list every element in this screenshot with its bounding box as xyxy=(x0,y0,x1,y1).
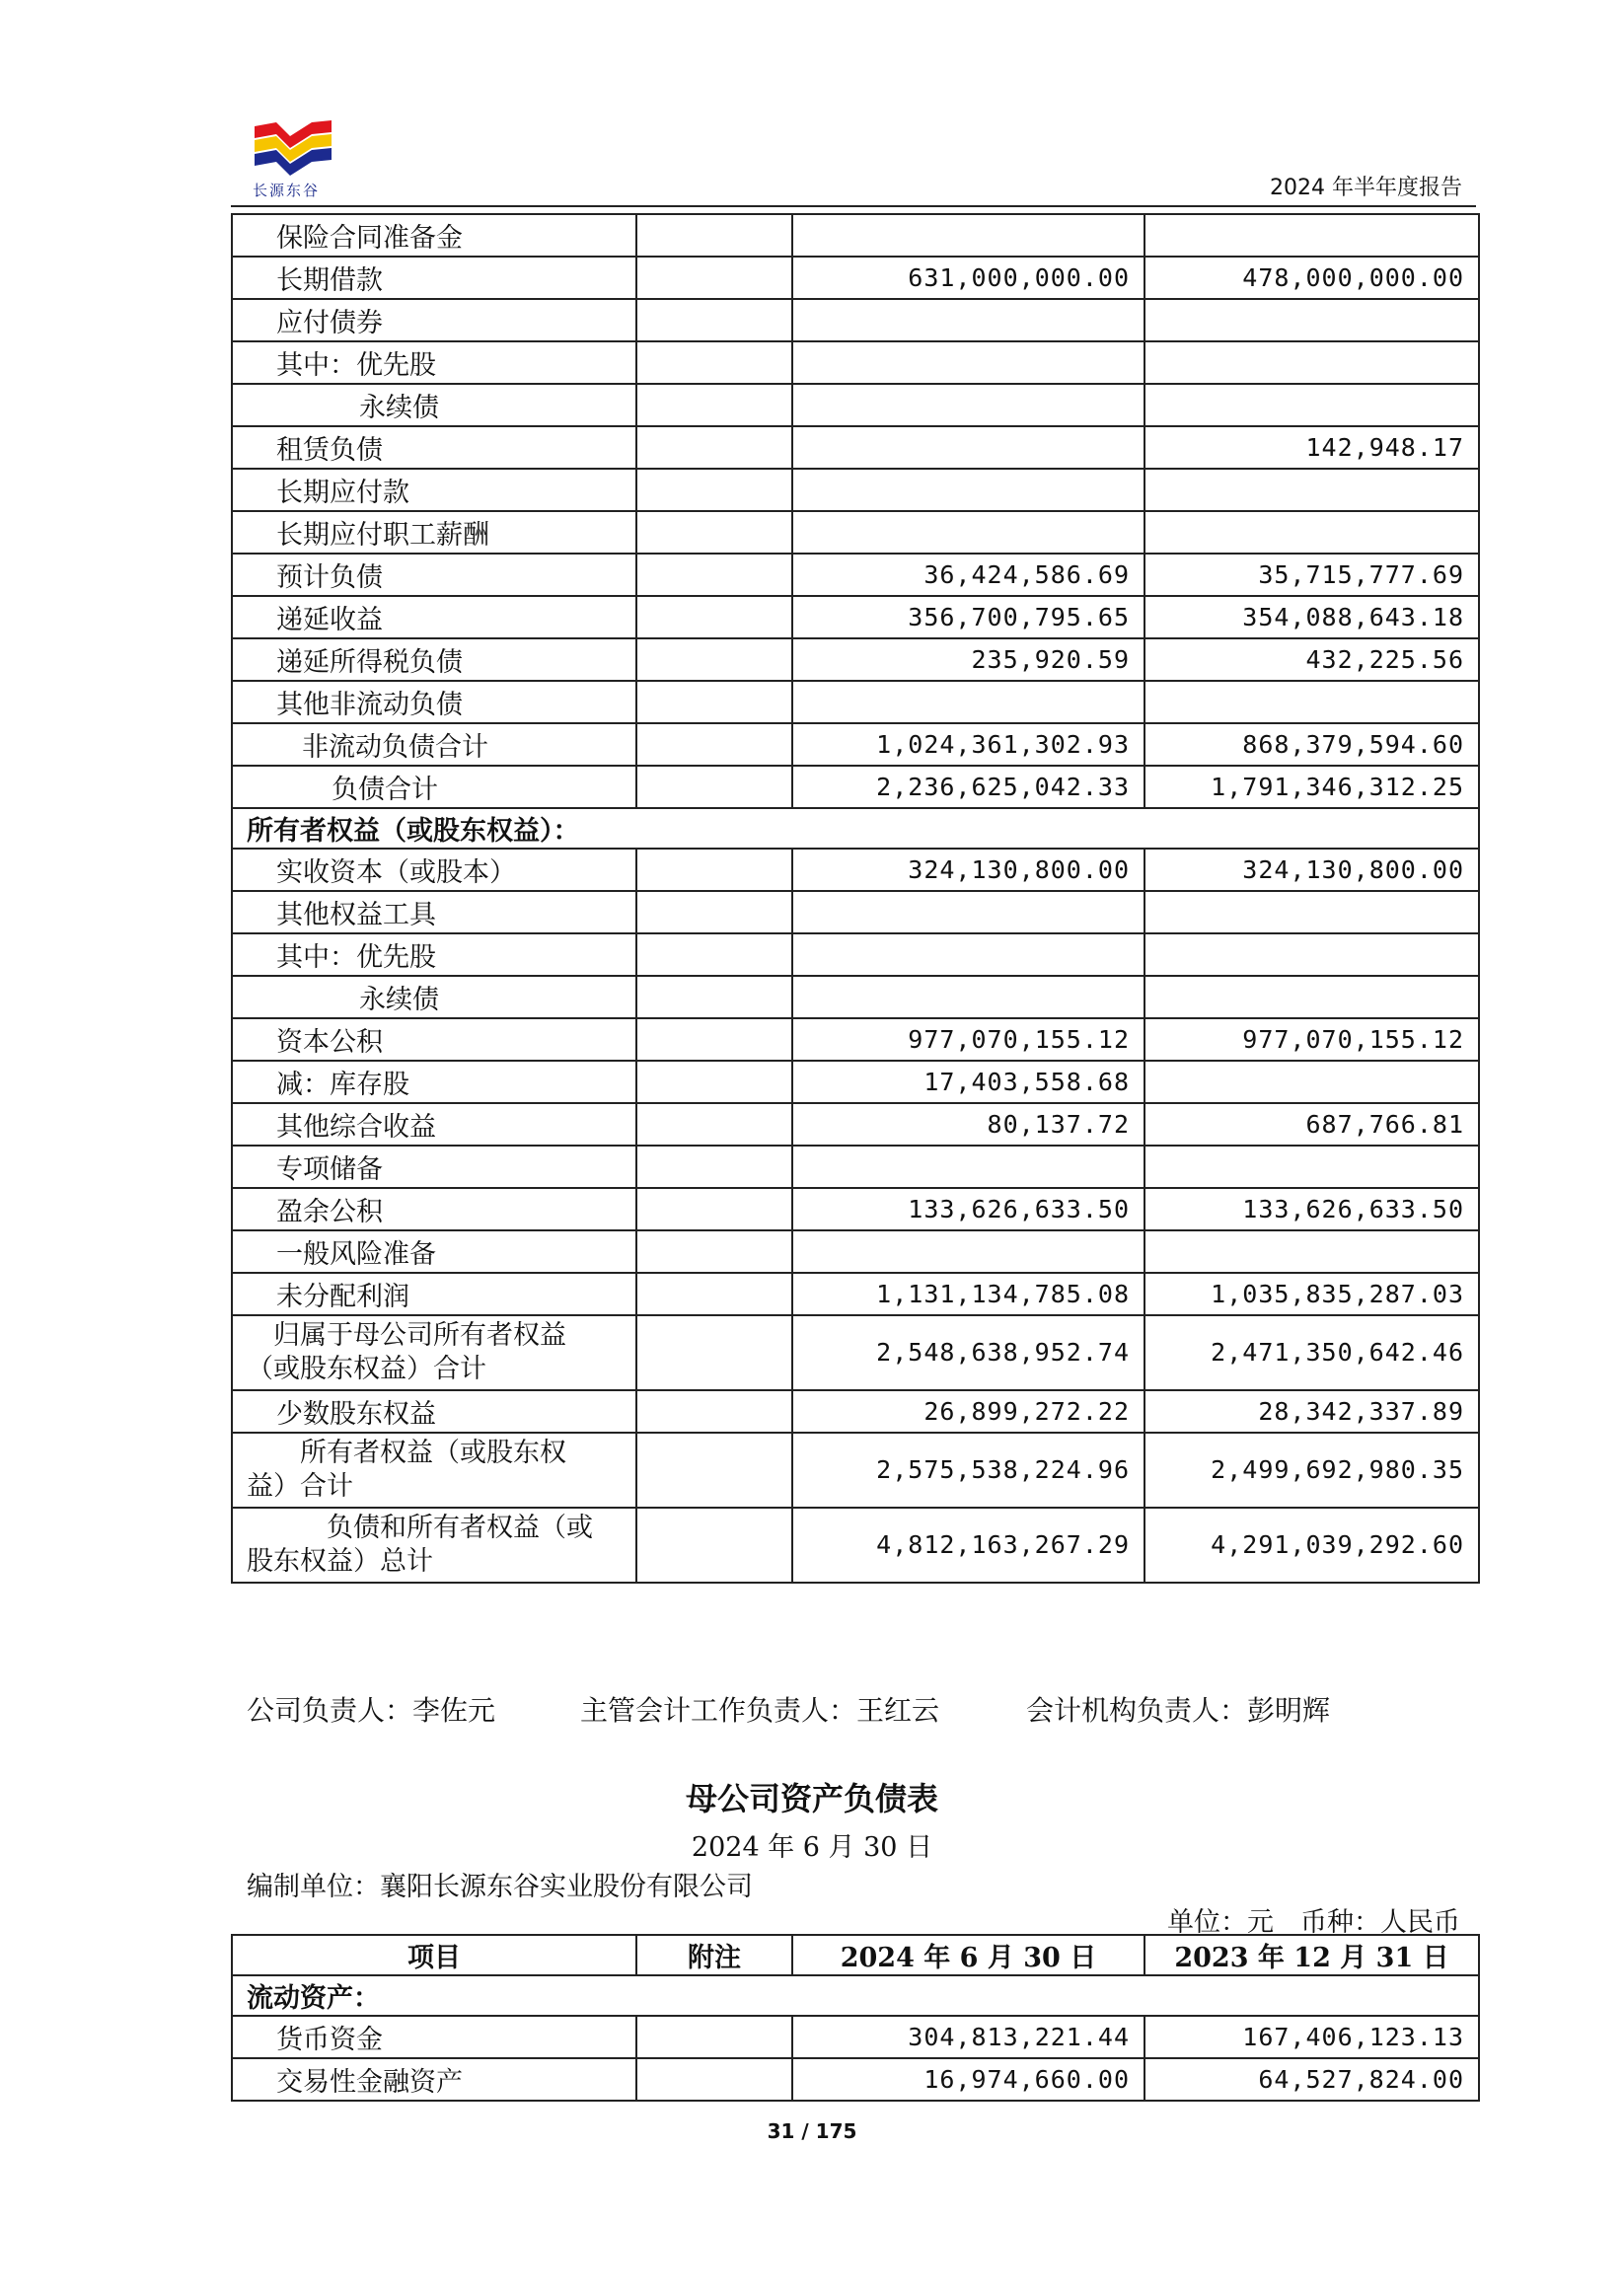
row-label: 未分配利润 xyxy=(232,1273,636,1315)
row-label: 长期应付职工薪酬 xyxy=(232,511,636,554)
table-row xyxy=(232,1146,1479,1188)
row-label xyxy=(232,1433,636,1508)
row-label: 负债合计 xyxy=(232,766,636,808)
row-label-line2: 益）合计 xyxy=(247,1471,353,1502)
row-prior xyxy=(1144,976,1479,1018)
row-note xyxy=(636,1018,792,1061)
row-note xyxy=(636,2016,792,2058)
row-current xyxy=(792,469,1144,511)
row-prior: 977,070,155.12 xyxy=(1144,1018,1479,1061)
row-prior: 478,000,000.00 xyxy=(1144,257,1479,299)
row-label: 其中：优先股 xyxy=(232,933,636,976)
row-note xyxy=(636,1230,792,1273)
row-current: 2,548,638,952.74 xyxy=(792,1315,1144,1390)
parent-balance-sheet-table xyxy=(231,1934,1480,2102)
row-note xyxy=(636,723,792,766)
page-number: 31 / 175 xyxy=(767,2119,857,2143)
row-note xyxy=(636,299,792,341)
table-row xyxy=(232,681,1479,723)
row-prior: 324,130,800.00 xyxy=(1144,849,1479,891)
row-note xyxy=(636,341,792,384)
balance-sheet-body xyxy=(232,214,1479,1583)
row-prior xyxy=(1144,1230,1479,1273)
row-label: 其他非流动负债 xyxy=(232,681,636,723)
row-current xyxy=(792,511,1144,554)
header-item: 项目 xyxy=(232,1935,636,1975)
row-prior: 142,948.17 xyxy=(1144,426,1479,469)
table-row xyxy=(232,1315,1479,1390)
row-note xyxy=(636,1390,792,1433)
row-current xyxy=(792,214,1144,257)
row-prior: 2,471,350,642.46 xyxy=(1144,1315,1479,1390)
section-row xyxy=(232,808,1479,849)
accounting-head: 主管会计工作负责人：王红云 xyxy=(580,1694,940,1727)
current-assets-heading: 流动资产： xyxy=(232,1975,1479,2016)
table-row xyxy=(232,766,1479,808)
table-row xyxy=(232,1390,1479,1433)
row-label: 永续债 xyxy=(232,976,636,1018)
table-row xyxy=(232,638,1479,681)
row-note xyxy=(636,2058,792,2101)
row-prior xyxy=(1144,469,1479,511)
row-label: 保险合同准备金 xyxy=(232,214,636,257)
row-prior xyxy=(1144,384,1479,426)
row-label: 资本公积 xyxy=(232,1018,636,1061)
row-prior xyxy=(1144,214,1479,257)
table-row xyxy=(232,1018,1479,1061)
section-row xyxy=(232,1975,1479,2016)
row-current: 36,424,586.69 xyxy=(792,554,1144,596)
row-label: 专项储备 xyxy=(232,1146,636,1188)
row-prior: 133,626,633.50 xyxy=(1144,1188,1479,1230)
table-header-row xyxy=(232,1935,1479,1975)
row-label: 递延收益 xyxy=(232,596,636,638)
table-row xyxy=(232,341,1479,384)
table-row xyxy=(232,299,1479,341)
row-current: 304,813,221.44 xyxy=(792,2016,1144,2058)
row-note xyxy=(636,638,792,681)
table-row xyxy=(232,596,1479,638)
table-row xyxy=(232,1230,1479,1273)
table-row xyxy=(232,976,1479,1018)
row-prior: 28,342,337.89 xyxy=(1144,1390,1479,1433)
row-prior xyxy=(1144,511,1479,554)
row-current: 2,236,625,042.33 xyxy=(792,766,1144,808)
row-note xyxy=(636,214,792,257)
row-label: 其他权益工具 xyxy=(232,891,636,933)
row-current: 1,131,134,785.08 xyxy=(792,1273,1144,1315)
header-note: 附注 xyxy=(636,1935,792,1975)
row-note xyxy=(636,1433,792,1508)
row-label-line1: 所有者权益（或股东权 xyxy=(247,1438,566,1468)
row-current xyxy=(792,891,1144,933)
row-label: 长期应付款 xyxy=(232,469,636,511)
row-prior xyxy=(1144,681,1479,723)
row-current xyxy=(792,384,1144,426)
row-label: 递延所得税负债 xyxy=(232,638,636,681)
equity-heading: 所有者权益（或股东权益）： xyxy=(232,808,1479,849)
row-current xyxy=(792,426,1144,469)
row-prior: 2,499,692,980.35 xyxy=(1144,1433,1479,1508)
row-current: 1,024,361,302.93 xyxy=(792,723,1144,766)
table-row xyxy=(232,1103,1479,1146)
row-note xyxy=(636,1146,792,1188)
row-label: 应付债券 xyxy=(232,299,636,341)
row-prior xyxy=(1144,933,1479,976)
row-label: 少数股东权益 xyxy=(232,1390,636,1433)
row-label-line1: 负债和所有者权益（或 xyxy=(247,1513,593,1543)
row-current xyxy=(792,341,1144,384)
row-current: 2,575,538,224.96 xyxy=(792,1433,1144,1508)
row-label: 一般风险准备 xyxy=(232,1230,636,1273)
table-row xyxy=(232,257,1479,299)
table-row xyxy=(232,426,1479,469)
row-label: 货币资金 xyxy=(232,2016,636,2058)
row-prior: 4,291,039,292.60 xyxy=(1144,1508,1479,1583)
logo-text: 长源东谷 xyxy=(253,182,321,199)
logo-icon xyxy=(251,118,335,182)
table-row xyxy=(232,554,1479,596)
row-prior: 167,406,123.13 xyxy=(1144,2016,1479,2058)
row-prior xyxy=(1144,341,1479,384)
row-label: 其他综合收益 xyxy=(232,1103,636,1146)
row-note xyxy=(636,257,792,299)
balance-sheet-table xyxy=(231,213,1480,1584)
row-label xyxy=(232,1508,636,1583)
table-row xyxy=(232,1061,1479,1103)
row-prior: 687,766.81 xyxy=(1144,1103,1479,1146)
header-current: 2024 年 6 月 30 日 xyxy=(792,1935,1144,1975)
row-label: 长期借款 xyxy=(232,257,636,299)
row-prior: 432,225.56 xyxy=(1144,638,1479,681)
section-date: 2024 年 6 月 30 日 xyxy=(691,1832,933,1863)
table-row xyxy=(232,1273,1479,1315)
row-note xyxy=(636,891,792,933)
row-current xyxy=(792,933,1144,976)
row-label: 盈余公积 xyxy=(232,1188,636,1230)
row-note xyxy=(636,511,792,554)
row-note xyxy=(636,596,792,638)
row-current: 133,626,633.50 xyxy=(792,1188,1144,1230)
row-current xyxy=(792,1146,1144,1188)
row-note xyxy=(636,426,792,469)
row-note xyxy=(636,554,792,596)
row-label-line2: 股东权益）总计 xyxy=(247,1546,433,1577)
row-label: 其中：优先股 xyxy=(232,341,636,384)
table-row xyxy=(232,469,1479,511)
row-note xyxy=(636,1061,792,1103)
row-label: 减：库存股 xyxy=(232,1061,636,1103)
currency-units: 单位：元 币种：人民币 xyxy=(1167,1907,1460,1938)
row-current: 26,899,272.22 xyxy=(792,1390,1144,1433)
row-note xyxy=(636,933,792,976)
table-row xyxy=(232,2016,1479,2058)
row-prior xyxy=(1144,299,1479,341)
table-row xyxy=(232,214,1479,257)
table-row xyxy=(232,723,1479,766)
row-label-line1: 归属于母公司所有者权益 xyxy=(247,1320,566,1351)
row-current xyxy=(792,1230,1144,1273)
header-prior: 2023 年 12 月 31 日 xyxy=(1144,1935,1479,1975)
row-current xyxy=(792,976,1144,1018)
row-current xyxy=(792,299,1144,341)
row-prior: 1,791,346,312.25 xyxy=(1144,766,1479,808)
row-current: 17,403,558.68 xyxy=(792,1061,1144,1103)
row-current: 16,974,660.00 xyxy=(792,2058,1144,2101)
row-prior: 868,379,594.60 xyxy=(1144,723,1479,766)
table-row xyxy=(232,933,1479,976)
agency-head: 会计机构负责人：彭明辉 xyxy=(1026,1694,1331,1727)
row-note xyxy=(636,1188,792,1230)
row-note xyxy=(636,1508,792,1583)
table-row xyxy=(232,384,1479,426)
table-row xyxy=(232,1508,1479,1583)
row-note xyxy=(636,384,792,426)
row-note xyxy=(636,469,792,511)
row-note xyxy=(636,849,792,891)
row-current: 80,137.72 xyxy=(792,1103,1144,1146)
row-label-line2: （或股东权益）合计 xyxy=(247,1354,486,1384)
table-row xyxy=(232,511,1479,554)
row-note xyxy=(636,766,792,808)
report-title: 2024 年半年度报告 xyxy=(1270,176,1462,200)
table-row xyxy=(232,891,1479,933)
section-title: 母公司资产负债表 xyxy=(685,1780,938,1817)
row-note xyxy=(636,1315,792,1390)
row-current: 324,130,800.00 xyxy=(792,849,1144,891)
row-current xyxy=(792,681,1144,723)
row-current: 631,000,000.00 xyxy=(792,257,1144,299)
row-label: 预计负债 xyxy=(232,554,636,596)
row-label xyxy=(232,1315,636,1390)
row-prior: 35,715,777.69 xyxy=(1144,554,1479,596)
table-row xyxy=(232,1433,1479,1508)
row-prior xyxy=(1144,1061,1479,1103)
compiler-unit: 编制单位：襄阳长源东谷实业股份有限公司 xyxy=(247,1872,753,1902)
row-prior: 354,088,643.18 xyxy=(1144,596,1479,638)
row-prior xyxy=(1144,1146,1479,1188)
row-note xyxy=(636,1273,792,1315)
row-prior: 64,527,824.00 xyxy=(1144,2058,1479,2101)
row-label: 非流动负债合计 xyxy=(232,723,636,766)
row-current: 356,700,795.65 xyxy=(792,596,1144,638)
row-label: 租赁负债 xyxy=(232,426,636,469)
row-note xyxy=(636,681,792,723)
table-row xyxy=(232,2058,1479,2101)
row-label: 交易性金融资产 xyxy=(232,2058,636,2101)
row-current: 977,070,155.12 xyxy=(792,1018,1144,1061)
company-head: 公司负责人：李佐元 xyxy=(247,1694,496,1727)
row-note xyxy=(636,976,792,1018)
row-label: 永续债 xyxy=(232,384,636,426)
row-label: 实收资本（或股本） xyxy=(232,849,636,891)
row-current: 4,812,163,267.29 xyxy=(792,1508,1144,1583)
table-row xyxy=(232,849,1479,891)
row-prior: 1,035,835,287.03 xyxy=(1144,1273,1479,1315)
row-current: 235,920.59 xyxy=(792,638,1144,681)
page-header xyxy=(231,114,1476,207)
row-note xyxy=(636,1103,792,1146)
table-row xyxy=(232,1188,1479,1230)
row-prior xyxy=(1144,891,1479,933)
